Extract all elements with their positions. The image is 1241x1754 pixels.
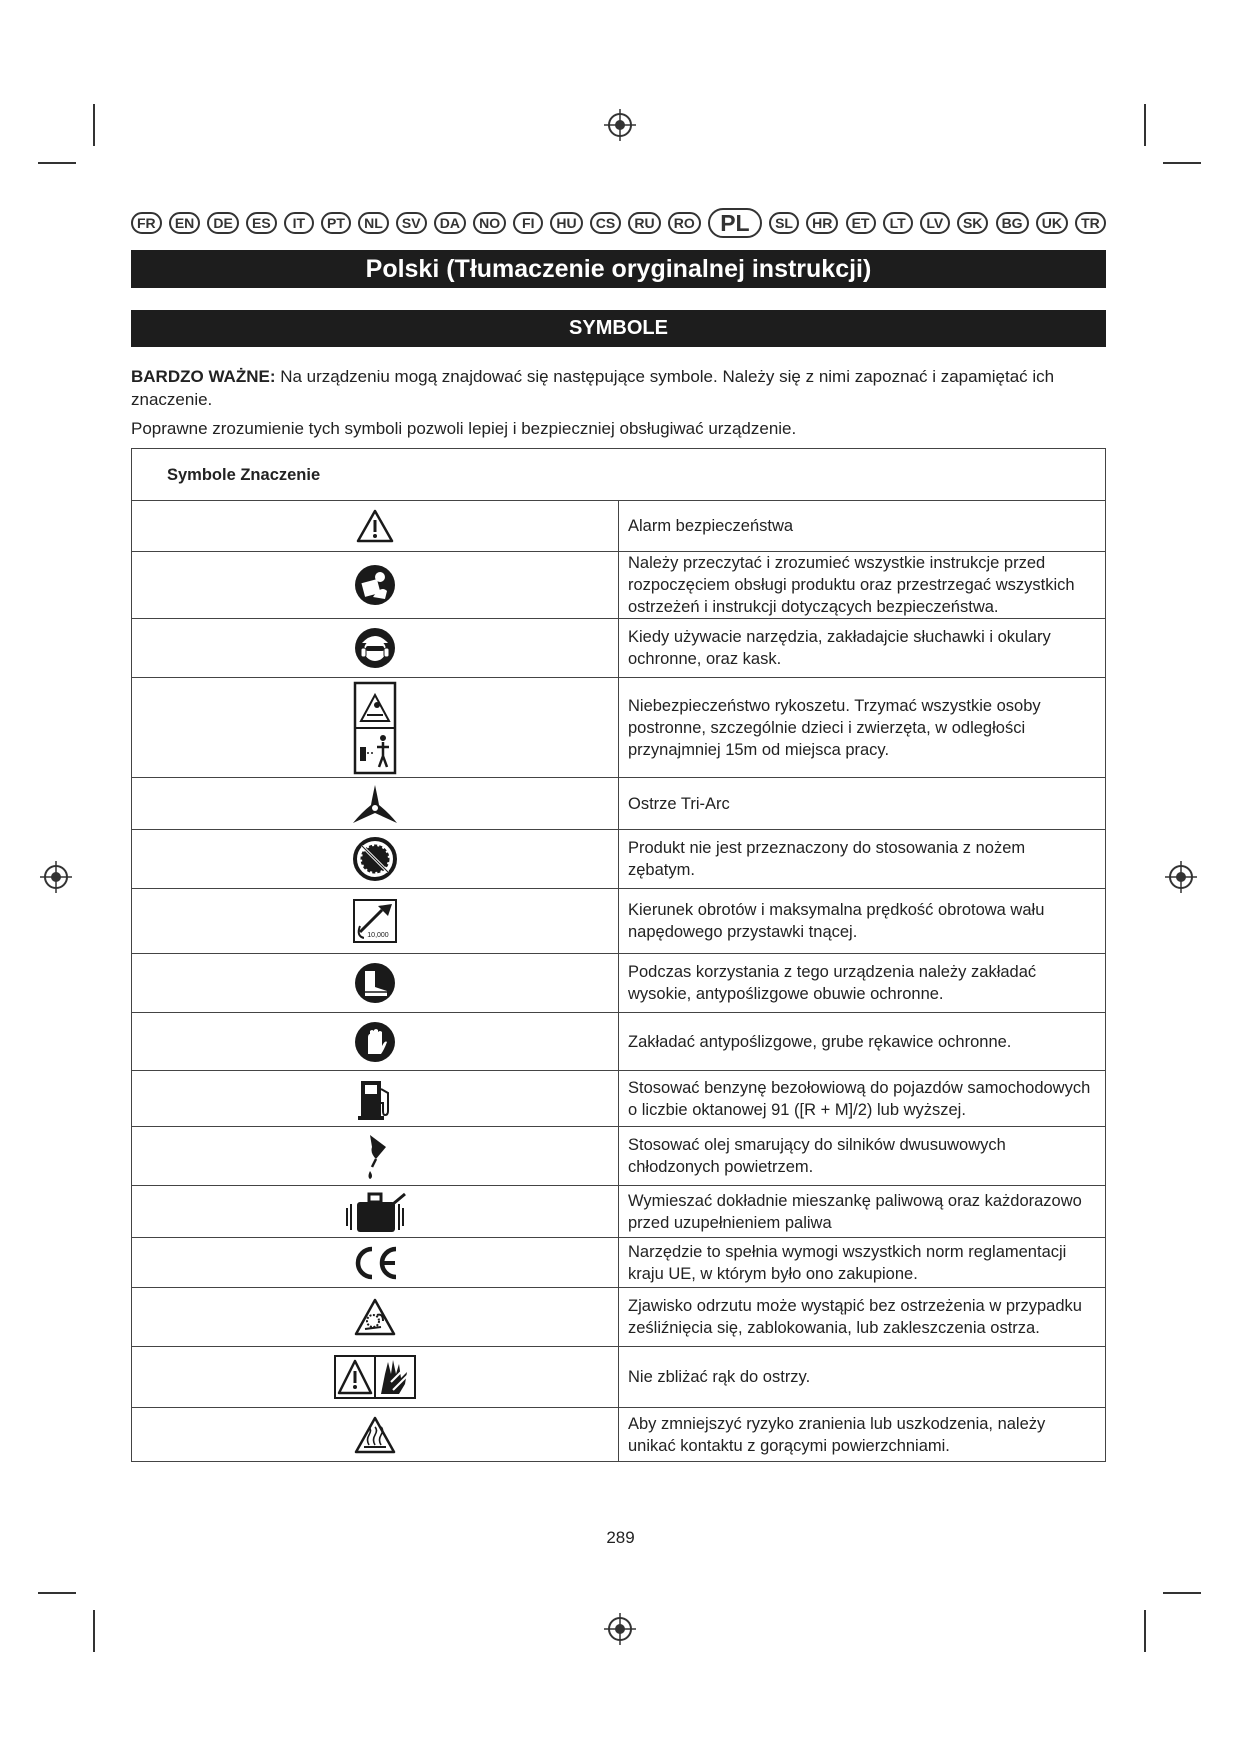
crop-mark xyxy=(1163,162,1201,164)
table-row xyxy=(132,1013,1106,1071)
table-row xyxy=(132,1238,1106,1288)
table-row xyxy=(132,954,1106,1013)
meaning-cell: Zjawisko odrzutu może wystąpić bez ostrzeżenia w przypadku ześliźnięcia się, zablokowania, lub zakleszczenia ostrza. xyxy=(619,1288,1106,1347)
language-es: ES xyxy=(246,212,277,234)
fuel-pump-icon xyxy=(132,1077,618,1121)
language-sl: SL xyxy=(769,212,799,234)
section-title: SYMBOLE xyxy=(131,310,1106,347)
language-da: DA xyxy=(434,212,466,234)
meaning-cell: Aby zmniejszyć ryzyko zranienia lub uszkodzenia, należy unikać kontaktu z gorącymi powierzchniami. xyxy=(619,1408,1106,1462)
language-no: NO xyxy=(473,212,506,234)
safety-gloves-icon xyxy=(132,1020,618,1064)
symbol-cell xyxy=(132,1238,619,1288)
language-hu: HU xyxy=(550,212,582,234)
ce-mark-icon xyxy=(132,1243,618,1283)
tri-arc-blade-icon xyxy=(132,783,618,825)
crop-mark xyxy=(1144,104,1146,146)
keep-hands-away-icon xyxy=(132,1354,618,1400)
meaning-cell: Stosować benzynę bezołowiową do pojazdów samochodowych o liczbie oktanowej 91 ([R + M]/2) lub wyższej. xyxy=(619,1071,1106,1127)
table-row xyxy=(132,778,1106,830)
symbol-cell xyxy=(132,619,619,678)
crop-mark xyxy=(1144,1610,1146,1652)
table-row xyxy=(132,1347,1106,1408)
crop-mark xyxy=(38,162,76,164)
symbol-cell xyxy=(132,1127,619,1186)
meaning-cell: Należy przeczytać i zrozumieć wszystkie instrukcje przed rozpoczęciem obsługi produktu oraz przestrzegać wszystkich ostrzeżeń i instrukcji dotyczących bezpieczeństwa. xyxy=(619,552,1106,619)
symbol-cell xyxy=(132,1071,619,1127)
intro-bold: BARDZO WAŻNE: xyxy=(131,367,276,386)
registration-mark-icon xyxy=(1164,860,1198,894)
language-et: ET xyxy=(846,212,876,234)
crop-mark xyxy=(93,104,95,146)
table-row xyxy=(132,678,1106,778)
language-lv: LV xyxy=(920,212,950,234)
read-manual-icon xyxy=(132,563,618,607)
crop-mark xyxy=(93,1610,95,1652)
language-de: DE xyxy=(207,212,238,234)
thrown-objects-distance-icon xyxy=(132,681,618,775)
table-row xyxy=(132,501,1106,552)
fuel-can-mix-icon xyxy=(132,1190,618,1234)
language-it: IT xyxy=(284,212,314,234)
symbol-cell xyxy=(132,830,619,889)
warning-triangle-icon xyxy=(132,508,618,544)
intro-paragraph-2: Poprawne zrozumienie tych symboli pozwoli lepiej i bezpieczniej obsługiwać urządzenie. xyxy=(131,419,797,438)
language-sv: SV xyxy=(396,212,427,234)
symbol-cell xyxy=(132,889,619,954)
symbol-cell xyxy=(132,778,619,830)
language-selector xyxy=(131,208,1106,238)
table-row xyxy=(132,619,1106,678)
language-lt: LT xyxy=(883,212,913,234)
language-pt: PT xyxy=(321,212,351,234)
table-row xyxy=(132,552,1106,619)
table-row xyxy=(132,1186,1106,1238)
language-hr: HR xyxy=(806,212,838,234)
meaning-cell: Alarm bezpieczeństwa xyxy=(619,501,1106,552)
meaning-cell: Wymieszać dokładnie mieszankę paliwową oraz każdorazowo przed uzupełnieniem paliwa xyxy=(619,1186,1106,1238)
table-row xyxy=(132,1288,1106,1347)
meaning-cell: Zakładać antypoślizgowe, grube rękawice ochronne. xyxy=(619,1013,1106,1071)
page-number: 289 xyxy=(606,1528,635,1547)
table-row xyxy=(132,830,1106,889)
hot-surface-icon xyxy=(132,1415,618,1455)
meaning-cell: Ostrze Tri-Arc xyxy=(619,778,1106,830)
oil-drop-icon xyxy=(132,1131,618,1181)
language-ru: RU xyxy=(628,212,660,234)
symbols-table xyxy=(131,448,1106,1462)
meaning-cell: Kiedy używacie narzędzia, zakładajcie słuchawki i okulary ochronne, oraz kask. xyxy=(619,619,1106,678)
language-ro: RO xyxy=(668,212,701,234)
intro-line1: Na urządzeniu mogą znajdować się następujące symbole. Należy się z nimi zapoznać i zapamiętać ich znaczenie. xyxy=(131,367,1055,409)
language-bg: BG xyxy=(996,212,1029,234)
meaning-cell: Niebezpieczeństwo rykoszetu. Trzymać wszystkie osoby postronne, szczególnie dzieci i zwierzęta, w odległości przynajmniej 15m od miejsca pracy. xyxy=(619,678,1106,778)
language-pl: PL xyxy=(708,208,762,238)
meaning-cell: Stosować olej smarujący do silników dwusuwowych chłodzonych powietrzem. xyxy=(619,1127,1106,1186)
table-row xyxy=(132,1127,1106,1186)
symbol-cell xyxy=(132,501,619,552)
table-row xyxy=(132,889,1106,954)
symbol-cell xyxy=(132,1013,619,1071)
language-fi: FI xyxy=(513,212,543,234)
language-fr: FR xyxy=(131,212,162,234)
table-header: Symbole Znaczenie xyxy=(132,449,1106,501)
svg-text:10,000: 10,000 xyxy=(367,932,389,939)
symbol-cell xyxy=(132,552,619,619)
table-header-row xyxy=(132,449,1106,501)
kickback-warning-icon xyxy=(132,1297,618,1337)
crop-mark xyxy=(1163,1592,1201,1594)
symbol-cell xyxy=(132,1288,619,1347)
symbol-cell xyxy=(132,954,619,1013)
language-nl: NL xyxy=(358,212,389,234)
meaning-cell: Produkt nie jest przeznaczony do stosowania z nożem zębatym. xyxy=(619,830,1106,889)
meaning-cell: Podczas korzystania z tego urządzenia należy zakładać wysokie, antypoślizgowe obuwie ochronne. xyxy=(619,954,1106,1013)
rotation-speed-icon xyxy=(132,898,618,944)
language-sk: SK xyxy=(957,212,988,234)
meaning-cell: Kierunek obrotów i maksymalna prędkość obrotowa wału napędowego przystawki tnącej. xyxy=(619,889,1106,954)
meaning-cell: Nie zbliżać rąk do ostrzy. xyxy=(619,1347,1106,1408)
language-en: EN xyxy=(169,212,200,234)
page-title: Polski (Tłumaczenie oryginalnej instrukcji) xyxy=(131,250,1106,288)
language-cs: CS xyxy=(590,212,621,234)
intro-paragraph xyxy=(131,365,1106,411)
registration-mark-icon xyxy=(603,108,637,142)
meaning-cell: Narzędzie to spełnia wymogi wszystkich norm reglamentacji kraju UE, w którym było ono zakupione. xyxy=(619,1238,1106,1288)
language-tr: TR xyxy=(1075,212,1106,234)
symbol-cell xyxy=(132,678,619,778)
symbol-cell xyxy=(132,1186,619,1238)
symbol-cell xyxy=(132,1347,619,1408)
safety-boots-icon xyxy=(132,961,618,1005)
language-uk: UK xyxy=(1036,212,1068,234)
registration-mark-icon xyxy=(39,860,73,894)
table-row xyxy=(132,1408,1106,1462)
table-row xyxy=(132,1071,1106,1127)
symbol-cell xyxy=(132,1408,619,1462)
registration-mark-icon xyxy=(603,1612,637,1646)
hearing-eye-head-protection-icon xyxy=(132,626,618,670)
no-saw-blade-icon xyxy=(132,837,618,881)
crop-mark xyxy=(38,1592,76,1594)
